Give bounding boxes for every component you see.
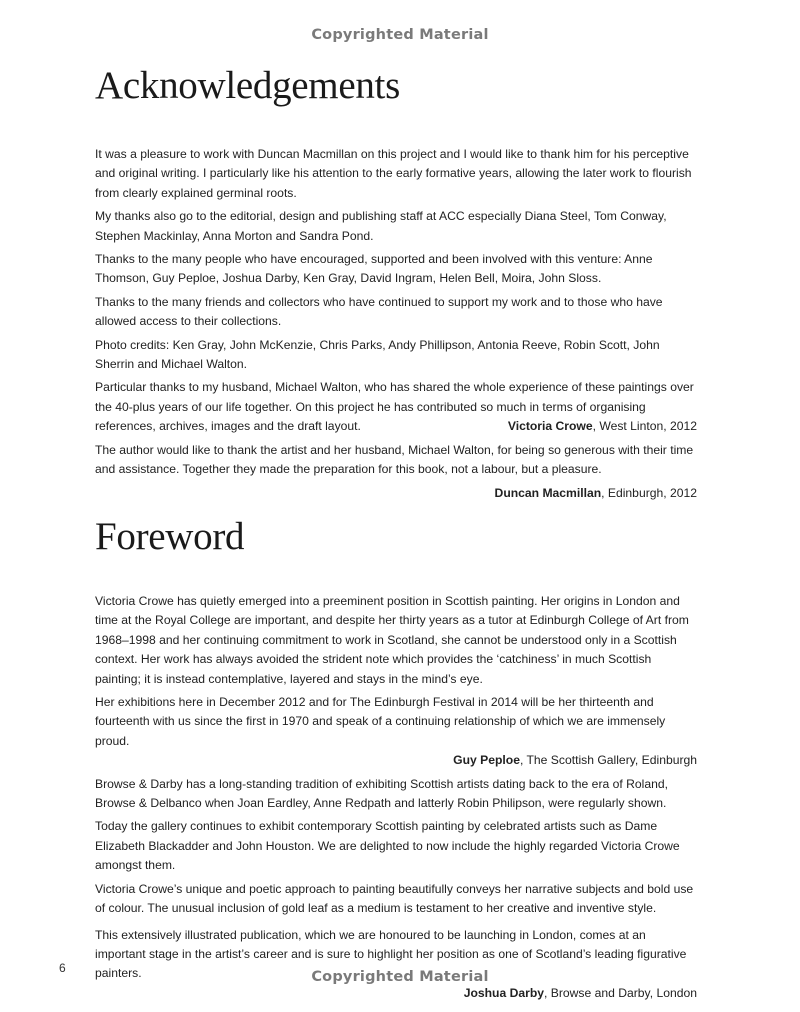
signature-duncan-macmillan: [95, 484, 697, 503]
signature-detail: , West Linton, 2012: [592, 419, 697, 434]
foreword-paragraph: Her exhibitions here in December 2012 and for The Edinburgh Festival in 2014 will be her thirteenth and fourteenth with us since the first in 1970 and speak of a continuing relationship of which we are immensely proud.: [95, 695, 666, 748]
foreword-heading: Foreword: [95, 515, 245, 558]
acknowledgements-heading: Acknowledgements: [95, 64, 400, 107]
foreword-paragraph: Browse & Darby has a long-standing tradition of exhibiting Scottish artists dating back to the era of Roland, Browse & Delbanco when Joan Eardley, Anne Redpath and latterly Robin Philipson, were regularly shown.: [95, 776, 668, 811]
signature-guy-peploe: [95, 751, 697, 770]
signature-name: Victoria Crowe: [507, 419, 593, 434]
ack-paragraph: It was a pleasure to work with Duncan Macmillan on this project and I would like to thank him for his perceptive and original writing. I particularly like his attention to the early formative years, allowing the later work to flourish from clearly explained germinal roots.: [95, 147, 692, 200]
foreword-body: [95, 592, 697, 1003]
signature-detail: , The Scottish Gallery, Edinburgh: [519, 753, 697, 768]
foreword-paragraph: Victoria Crowe has quietly emerged into a preeminent position in Scottish painting. Her origins in London and time at the Royal College are important, and despite her thirty years as a tutor at Edinburgh College of Art from 1968–1998 and her continuing commitment to work in Scotland, she cannot be understood only in a Scottish context. Her work has always avoided the strident note which provides the ‘catchiness’ in much Scottish painting; it is instead contemplative, layered and stays in the mind’s eye.: [95, 594, 689, 686]
ack-paragraph: Thanks to the many friends and collectors who have continued to support my work and to those who have allowed access to their collections.: [95, 294, 663, 329]
ack-paragraph: My thanks also go to the editorial, design and publishing staff at ACC especially Diana Steel, Tom Conway, Stephen Mackinlay, Anna Morton and Sandra Pond.: [95, 209, 667, 243]
signature-name: Joshua Darby: [463, 985, 545, 1000]
page-number: 6: [59, 961, 66, 975]
signature-joshua-darby: [95, 984, 697, 1003]
foreword-paragraph: Today the gallery continues to exhibit contemporary Scottish painting by celebrated artists such as Dame Elizabeth Blackadder and John Houston. We are delighted to now include the highly regarded Victoria Crowe amongst them.: [95, 819, 680, 873]
copyright-watermark-top: Copyrighted Material: [311, 27, 489, 43]
signature-name: Guy Peploe: [453, 753, 520, 768]
foreword-paragraph: Victoria Crowe’s unique and poetic approach to painting beautifully conveys her narrative subjects and bold use of colour. The unusual inclusion of gold leaf as a medium is testament to her creative and inventive style.: [95, 881, 694, 916]
signature-victoria-crowe: [508, 417, 697, 436]
signature-detail: , Edinburgh, 2012: [601, 485, 697, 500]
ack-paragraph-with-signature: [95, 378, 697, 436]
signature-detail: , Browse and Darby, London: [544, 985, 697, 1000]
foreword-paragraph: This extensively illustrated publication, which we are honoured to be launching in London, comes at an important stage in the artist’s career and is sure to highlight her position as one of Scotland’s leading figurative painters.: [95, 927, 687, 981]
ack-paragraph: Thanks to the many people who have encouraged, supported and been involved with this venture: Anne Thomson, Guy Peploe, Joshua Darby, Ken Gray, David Ingram, Helen Bell, Moira, John Sloss.: [95, 252, 653, 286]
signature-name: Duncan Macmillan: [494, 485, 602, 500]
ack-paragraph: The author would like to thank the artist and her husband, Michael Walton, for being so generous with their time and assistance. Together they made the preparation for this book, not a labour, but a pleasure.: [95, 442, 694, 477]
ack-paragraph: Particular thanks to my husband, Michael Walton, who has shared the whole experience of these paintings over the 40-plus years of our life together. On this project he has contributed so much in terms of organising references, archives, images and the draft layout.: [95, 380, 694, 434]
ack-paragraph: Photo credits: Ken Gray, John McKenzie, Chris Parks, Andy Phillipson, Antonia Reeve, Robin Scott, John Sherrin and Michael Walton.: [95, 337, 660, 372]
acknowledgements-body: [95, 145, 697, 503]
copyright-watermark-bottom: Copyrighted Material: [311, 969, 489, 985]
